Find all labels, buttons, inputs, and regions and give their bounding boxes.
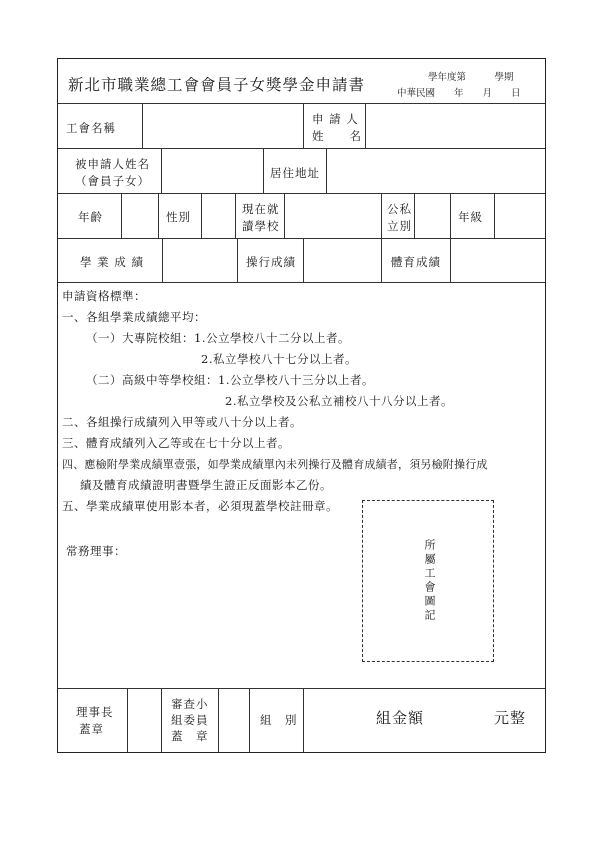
academic-score-field[interactable] [164,240,235,280]
school-label-1: 現在就 [242,202,280,216]
grid-line [494,193,495,238]
applicant-label-1: 申 請 人 [312,112,359,126]
director-signature-field[interactable] [138,537,338,561]
union-seal-label: 所屬工會圖記 [423,539,436,623]
grid-line [450,238,451,282]
gender-field[interactable] [203,195,233,236]
address-field[interactable] [328,150,543,191]
footer-divider [58,688,545,689]
grid-line [303,688,304,752]
grid-line [161,688,162,752]
chairman-label-1: 理事長 [76,705,114,719]
grid-line [381,193,382,238]
amount-field[interactable] [428,699,490,739]
pe-score-field[interactable] [452,240,543,280]
school-label-2: 讀學校 [242,219,280,233]
conduct-score-field[interactable] [305,240,379,280]
address-label: 居住地址 [270,166,320,180]
grid-line [303,238,304,282]
row4-divider [58,282,545,283]
grid-line [161,148,162,193]
pe-score-label: 體育成績 [391,255,441,269]
criteria-college-public: （一）大專院校組：1.公立學校八十二分以上者。 [86,331,350,345]
criteria-item-4-line-1: 四、應檢附學業成績單壹張，如學業成績單內未列操行及體育成績者，須另檢附操行成 [62,458,488,471]
grid-line [414,193,415,238]
row3-divider [58,238,545,239]
gender-label: 性別 [166,210,191,224]
grid-line [381,238,382,282]
applicant-name-field[interactable] [367,105,543,146]
grid-line [121,193,122,238]
form-title: 新北市職業總工會會員子女獎學金申請書 [68,76,366,94]
grid-line [303,103,304,148]
academic-score-label: 學 業 成 績 [80,255,144,269]
grid-line [284,193,285,238]
grid-line [235,193,236,238]
grid-line [127,688,128,752]
chairman-seal-field[interactable] [129,690,159,750]
grid-line [158,193,159,238]
child-name-field[interactable] [163,150,261,191]
reviewer-label-3: 蓋 章 [171,729,209,743]
reviewer-seal-field[interactable] [220,690,247,750]
grid-line [201,193,202,238]
union-name-field[interactable] [144,105,301,146]
term-label: 學年度第 學期 [428,72,514,83]
group-label: 組 別 [260,713,298,727]
child-name-label-1: 被申請人姓名 [75,157,150,171]
grid-line [142,103,143,148]
age-label: 年齡 [78,210,103,224]
grid-line [326,148,327,193]
criteria-high-public: （二）高級中等學校組：1.公立學校八十三分以上者。 [86,373,374,387]
grid-line [218,688,219,752]
application-form [57,58,546,753]
grid-line [365,103,366,148]
row1-divider [58,148,545,149]
reviewer-label-2: 組委員 [171,713,209,727]
age-field[interactable] [123,195,156,236]
director-signature-label: 常務理事： [66,544,126,558]
union-seal-box [362,500,494,662]
grid-line [237,238,238,282]
school-type-label-1: 公私 [387,202,412,216]
school-type-label-2: 立別 [387,219,412,233]
school-field[interactable] [286,195,379,236]
union-name-label: 工會名稱 [66,121,116,135]
criteria-college-private: 2.私立學校八十七分以上者。 [201,352,357,366]
grid-line [162,238,163,282]
conduct-score-label: 操行成績 [246,255,296,269]
reviewer-label-1: 審查小 [171,697,209,711]
grid-line [263,148,264,193]
chairman-label-2: 蓋章 [79,722,104,736]
criteria-item-5: 五、學業成績單使用影本者，必須現蓋學校註冊章。 [62,499,338,513]
header-divider [58,103,545,104]
criteria-item-2: 二、各組操行成績列入甲等或八十分以上者。 [62,415,302,429]
school-type-field[interactable] [416,195,448,236]
criteria-item-4-line-2: 績及體育成績證明書暨學生證正反面影本乙份。 [80,478,332,492]
award-group-amount-label: 組金額 [376,709,425,727]
grid-line [249,688,250,752]
criteria-heading: 申請資格標準： [62,289,146,303]
group-field[interactable] [305,690,371,750]
criteria-high-private: 2.私立學校及公私立補校八十八分以上者。 [225,394,453,408]
criteria-item-1: 一、各組學業成績總平均： [62,310,206,324]
grid-line [450,193,451,238]
row2-divider [58,193,545,194]
currency-suffix: 元整 [494,709,527,727]
criteria-item-3: 三、體育成績列入乙等或在七十分以上者。 [62,436,290,450]
date-label: 中華民國 年 月 日 [397,88,521,99]
grade-field[interactable] [496,195,543,236]
grade-label: 年級 [458,210,483,224]
child-name-label-2: （會員子女） [75,174,150,188]
applicant-label-2: 姓 名 [312,129,362,143]
